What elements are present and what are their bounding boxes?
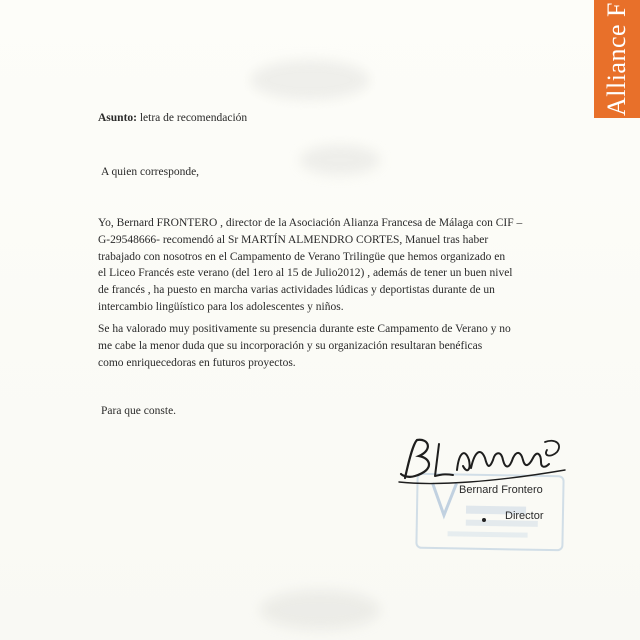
body-paragraph-2	[98, 321, 568, 371]
handwritten-signature	[395, 430, 575, 490]
paragraph-line: de francés , ha puesto en marcha varias actividades lúdicas y deportistas durante de un	[98, 284, 495, 297]
paragraph-line: el Liceo Francés este verano (del 1ero al 15 de Julio2012) , además de tener un buen nivel	[98, 267, 513, 280]
scan-smudge	[260, 590, 380, 630]
brand-logo-text: Alliance F	[602, 1, 631, 117]
paragraph-line: Se ha valorado muy positivamente su presencia durante este Campamento de Verano y no	[98, 323, 511, 335]
closing-line: Para que conste.	[101, 405, 177, 417]
bullet-dot	[482, 518, 486, 522]
paragraph-line: G-29548666- recomendó al Sr MARTÍN ALMENDRO CORTES, Manuel tras haber	[98, 233, 489, 246]
subject-line	[98, 112, 247, 124]
body-paragraph-1	[98, 215, 568, 316]
paragraph-line: trabajado con nosotros en el Campamento de Verano Trilingüe que hemos organizado en	[98, 250, 506, 263]
signer-name: Bernard Frontero	[459, 484, 543, 496]
paragraph-line: Yo, Bernard FRONTERO , director de la Asociación Alianza Francesa de Málaga con CIF –	[98, 217, 523, 229]
subject-text: letra de recomendación	[136, 112, 248, 124]
scan-smudge	[300, 145, 380, 175]
brand-logo-tab	[594, 0, 640, 118]
subject-label: Asunto:	[98, 112, 137, 124]
paragraph-line: me cabe la menor duda que su incorporación y su organización resultaran benéficas	[98, 339, 483, 352]
paragraph-line: como enriquecedoras en futuros proyectos.	[98, 356, 296, 369]
greeting: A quien corresponde,	[101, 166, 200, 178]
paragraph-line: intercambio lingüístico para los adolescentes y niños.	[98, 300, 344, 313]
signer-role: Director	[505, 510, 544, 522]
scan-smudge	[250, 60, 370, 100]
